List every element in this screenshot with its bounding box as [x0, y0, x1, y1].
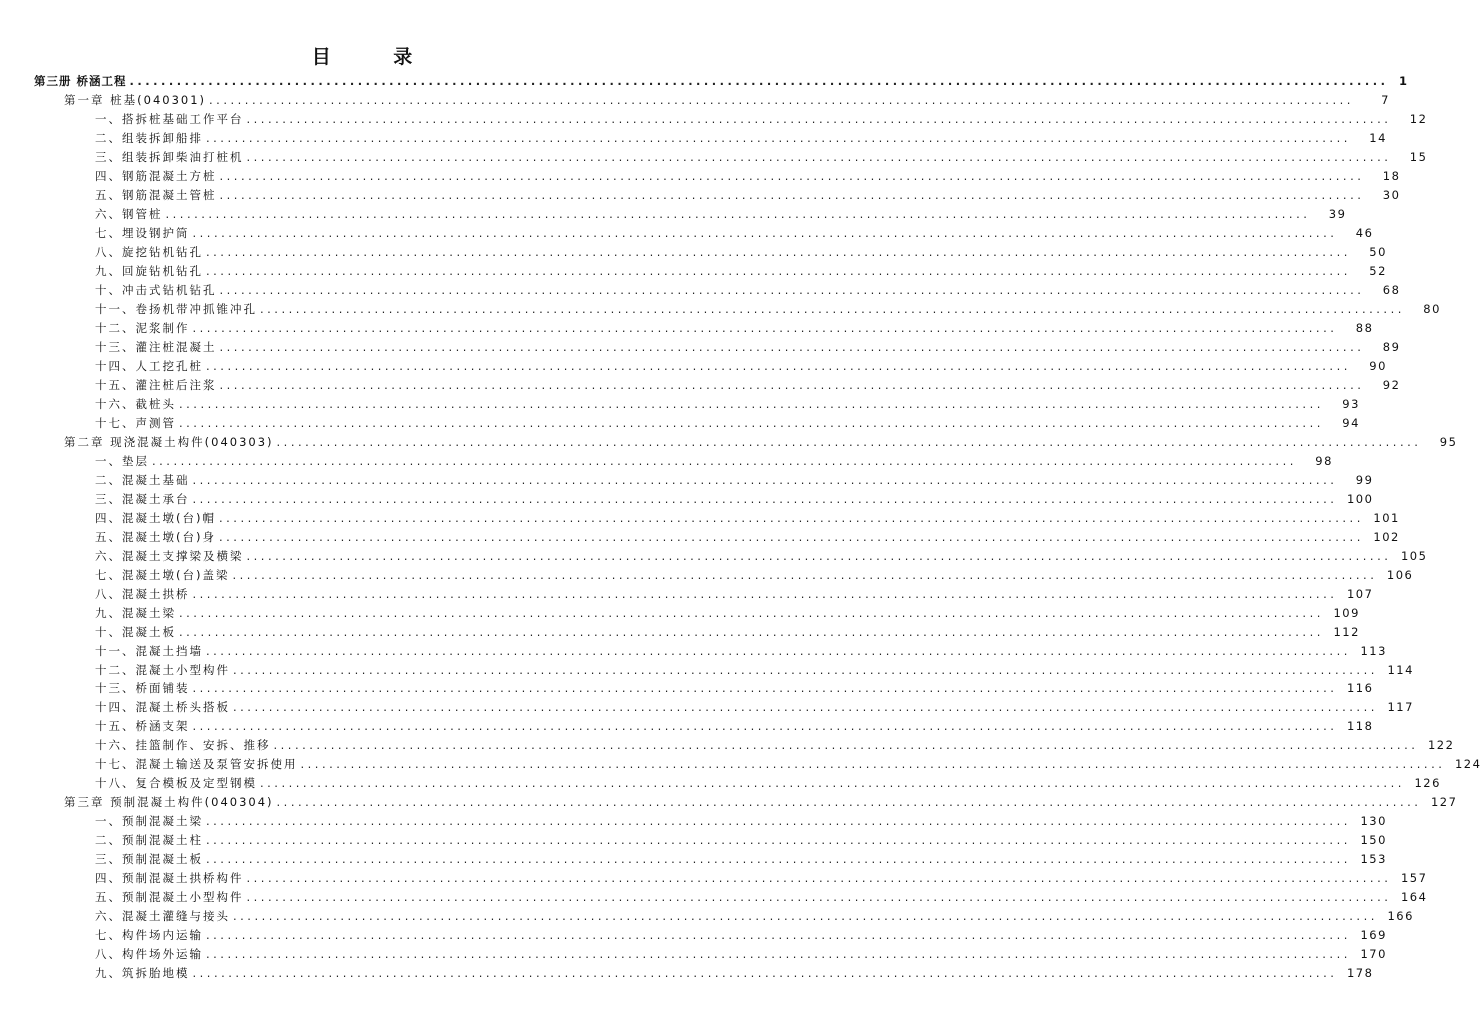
toc-entry[interactable]: [0, 717, 1374, 736]
dot-leader: ................................................................................................................................................................: [219, 377, 1365, 392]
dot-leader: ................................................................................................................................................................: [192, 491, 1338, 506]
toc-entry-label: 九、混凝土梁: [95, 605, 176, 620]
toc-entry[interactable]: [0, 945, 1387, 964]
toc-entry-label: 八、构件场外运输: [95, 947, 203, 962]
toc-entry[interactable]: [0, 793, 1458, 812]
toc-entry-label: 五、预制混凝土小型构件: [95, 890, 244, 905]
table-of-contents: [0, 72, 1481, 983]
dot-leader: ................................................................................................................................................................: [219, 169, 1365, 184]
toc-entry[interactable]: [0, 224, 1374, 243]
toc-entry[interactable]: [0, 603, 1360, 622]
dot-leader: ................................................................................................................................................................: [192, 586, 1338, 601]
toc-entry-page-number: 50: [1369, 245, 1387, 260]
dot-leader: ................................................................................................................................................................: [233, 662, 1378, 677]
dot-leader: ................................................................................................................................................................: [300, 757, 1446, 772]
toc-entry-page-number: 89: [1382, 340, 1401, 355]
dot-leader: ................................................................................................................................................................: [192, 321, 1338, 336]
toc-entry-label: 十四、人工挖孔桩: [95, 359, 203, 374]
toc-entry[interactable]: [0, 432, 1458, 451]
dot-leader: ................................................................................................................................................................: [206, 245, 1351, 260]
toc-entry[interactable]: [0, 736, 1455, 755]
dot-leader: ................................................................................................................................................................: [206, 264, 1351, 279]
toc-entry-label: 六、混凝土灌缝与接头: [95, 909, 230, 924]
toc-entry[interactable]: [0, 565, 1414, 584]
toc-entry-page-number: 39: [1328, 207, 1347, 222]
toc-entry[interactable]: [0, 148, 1428, 167]
dot-leader: ................................................................................................................................................................: [165, 207, 1311, 222]
toc-entry-page-number: 93: [1342, 396, 1360, 411]
dot-leader: ................................................................................................................................................................: [219, 188, 1365, 203]
toc-entry-page-number: 88: [1355, 321, 1374, 336]
toc-entry[interactable]: [0, 167, 1401, 186]
toc-entry-page-number: 105: [1400, 548, 1428, 563]
toc-entry[interactable]: [0, 186, 1401, 205]
toc-entry[interactable]: [0, 622, 1360, 641]
toc-entry-page-number: 178: [1346, 966, 1374, 981]
toc-entry-label: 十六、截桩头: [95, 396, 176, 411]
toc-entry-page-number: 18: [1382, 169, 1401, 184]
dot-leader: ................................................................................................................................................................: [209, 93, 1354, 108]
toc-entry-page-number: 114: [1387, 662, 1414, 677]
toc-entry-label: 八、混凝土拱桥: [95, 586, 190, 601]
dot-leader: ................................................................................................................................................................: [246, 150, 1392, 165]
toc-entry-label: 十八、复合模板及定型钢模: [95, 776, 257, 791]
toc-entry-page-number: 99: [1355, 472, 1374, 487]
toc-entry-page-number: 98: [1315, 453, 1333, 468]
toc-entry-label: 十五、灌注桩后注浆: [95, 377, 217, 392]
toc-entry-page-number: 100: [1346, 491, 1374, 506]
toc-entry[interactable]: [0, 338, 1401, 357]
toc-entry[interactable]: [0, 850, 1387, 869]
toc-entry-label: 五、钢筋混凝土管桩: [95, 188, 217, 203]
toc-entry-label: 四、钢筋混凝土方桩: [95, 169, 217, 184]
dot-leader: ................................................................................................................................................................: [192, 719, 1338, 734]
toc-entry-page-number: 127: [1430, 795, 1458, 810]
toc-entry-page-number: 80: [1423, 302, 1441, 317]
toc-entry[interactable]: [0, 281, 1401, 300]
toc-entry[interactable]: [0, 641, 1387, 660]
toc-entry-page-number: 164: [1400, 890, 1428, 905]
toc-entry-page-number: 126: [1414, 776, 1441, 791]
dot-leader: ................................................................................................................................................................: [206, 852, 1351, 867]
toc-entry-page-number: 7: [1381, 93, 1390, 108]
toc-entry-label: 第三册 桥涵工程: [34, 74, 127, 89]
dot-leader: ................................................................................................................................................................: [152, 453, 1297, 468]
toc-entry-label: 十三、桥面铺装: [95, 681, 190, 696]
toc-entry[interactable]: [0, 451, 1333, 470]
dot-leader: ................................................................................................................................................................: [232, 567, 1378, 582]
toc-entry-label: 六、钢管桩: [95, 207, 163, 222]
toc-entry-page-number: 130: [1360, 814, 1387, 829]
toc-entry[interactable]: [0, 319, 1374, 338]
dot-leader: ................................................................................................................................................................: [206, 131, 1351, 146]
toc-entry[interactable]: [0, 394, 1360, 413]
toc-entry[interactable]: [0, 964, 1374, 983]
dot-leader: ................................................................................................................................................................: [260, 302, 1405, 317]
toc-entry-page-number: 102: [1373, 529, 1400, 544]
dot-leader: ................................................................................................................................................................: [192, 472, 1338, 487]
toc-entry-label: 十二、泥浆制作: [95, 321, 190, 336]
toc-entry-label: 十、冲击式钻机钻孔: [95, 283, 217, 298]
toc-entry-page-number: 113: [1360, 643, 1387, 658]
toc-entry-page-number: 124: [1454, 757, 1481, 772]
dot-leader: ................................................................................................................................................................: [219, 340, 1365, 355]
toc-entry-label: 五、混凝土墩(台)身: [95, 529, 216, 544]
dot-leader: ................................................................................................................................................................: [179, 605, 1324, 620]
dot-leader: ................................................................................................................................................................: [179, 396, 1324, 411]
toc-entry[interactable]: [0, 72, 1409, 91]
toc-entry[interactable]: [0, 831, 1387, 850]
toc-entry[interactable]: [0, 698, 1414, 717]
toc-entry[interactable]: [0, 376, 1401, 395]
dot-leader: ................................................................................................................................................................: [206, 928, 1351, 943]
toc-entry-page-number: 46: [1355, 226, 1374, 241]
toc-entry-label: 第二章 现浇混凝土构件(040303): [64, 434, 274, 449]
dot-leader: ................................................................................................................................................................: [233, 909, 1378, 924]
toc-entry[interactable]: [0, 888, 1428, 907]
toc-entry-page-number: 52: [1369, 264, 1387, 279]
toc-entry-page-number: 117: [1387, 700, 1414, 715]
toc-entry-page-number: 153: [1360, 852, 1387, 867]
dot-leader: ................................................................................................................................................................: [179, 624, 1324, 639]
toc-entry[interactable]: [0, 679, 1374, 698]
toc-entry-label: 十、混凝土板: [95, 624, 176, 639]
toc-entry-page-number: 1: [1398, 74, 1409, 89]
toc-entry[interactable]: [0, 205, 1347, 224]
toc-entry[interactable]: [0, 926, 1387, 945]
toc-entry-label: 十三、灌注桩混凝土: [95, 340, 217, 355]
dot-leader: ................................................................................................................................................................: [276, 795, 1422, 810]
toc-entry-label: 三、预制混凝土板: [95, 852, 203, 867]
dot-leader: ................................................................................................................................................................: [179, 415, 1324, 430]
toc-entry-label: 十六、挂篮制作、安拆、推移: [95, 738, 271, 753]
toc-entry-label: 二、组装拆卸船排: [95, 131, 203, 146]
toc-entry-page-number: 122: [1427, 738, 1455, 753]
dot-leader: ................................................................................................................................................................: [273, 738, 1419, 753]
toc-entry-page-number: 112: [1333, 624, 1360, 639]
dot-leader: ................................................................................................................................................................: [246, 112, 1392, 127]
toc-entry-label: 十七、声测管: [95, 415, 176, 430]
toc-entry[interactable]: [0, 869, 1428, 888]
toc-entry-label: 第三章 预制混凝土构件(040304): [64, 795, 274, 810]
dot-leader: ................................................................................................................................................................: [246, 548, 1392, 563]
dot-leader: ................................................................................................................................................................: [192, 226, 1338, 241]
toc-entry[interactable]: [0, 129, 1387, 148]
toc-entry[interactable]: [0, 243, 1387, 262]
toc-entry-label: 十一、卷扬机带冲抓锥冲孔: [95, 302, 257, 317]
toc-entry-page-number: 106: [1386, 567, 1414, 582]
toc-entry-page-number: 94: [1342, 415, 1360, 430]
toc-entry-page-number: 118: [1346, 719, 1374, 734]
toc-entry-page-number: 92: [1382, 377, 1401, 392]
toc-entry-label: 十七、混凝土输送及泵管安拆使用: [95, 757, 298, 772]
toc-entry-label: 十四、混凝土桥头搭板: [95, 700, 230, 715]
dot-leader: ................................................................................................................................................................: [206, 833, 1351, 848]
toc-entry[interactable]: [0, 774, 1441, 793]
toc-entry[interactable]: [0, 546, 1428, 565]
toc-entry-label: 一、搭拆桩基础工作平台: [95, 112, 244, 127]
toc-entry-page-number: 157: [1400, 871, 1428, 886]
toc-entry-page-number: 109: [1333, 605, 1360, 620]
toc-entry[interactable]: [0, 755, 1481, 774]
toc-entry[interactable]: [0, 812, 1387, 831]
toc-entry-label: 十一、混凝土挡墙: [95, 643, 203, 658]
toc-entry-label: 第一章 桩基(040301): [64, 93, 207, 108]
toc-entry-label: 四、预制混凝土拱桥构件: [95, 871, 244, 886]
toc-entry-page-number: 166: [1387, 909, 1414, 924]
toc-entry-label: 一、垫层: [95, 453, 149, 468]
toc-entry[interactable]: [0, 91, 1390, 110]
toc-entry-page-number: 15: [1409, 150, 1428, 165]
toc-entry-page-number: 150: [1360, 833, 1387, 848]
dot-leader: ................................................................................................................................................................: [246, 871, 1392, 886]
toc-entry-label: 三、混凝土承台: [95, 491, 190, 506]
toc-entry[interactable]: [0, 660, 1414, 679]
toc-entry-label: 二、混凝土基础: [95, 472, 190, 487]
toc-entry-label: 十二、混凝土小型构件: [95, 662, 230, 677]
toc-entry-page-number: 101: [1373, 510, 1400, 525]
toc-entry-page-number: 14: [1369, 131, 1387, 146]
toc-entry[interactable]: [0, 907, 1414, 926]
toc-entry-page-number: 30: [1382, 188, 1401, 203]
toc-entry-page-number: 170: [1360, 947, 1387, 962]
dot-leader: ................................................................................................................................................................: [233, 700, 1378, 715]
dot-leader: ................................................................................................................................................................: [206, 947, 1351, 962]
toc-entry[interactable]: [0, 110, 1428, 129]
toc-entry-label: 二、预制混凝土柱: [95, 833, 203, 848]
toc-entry-label: 七、构件场内运输: [95, 928, 203, 943]
toc-entry[interactable]: [0, 300, 1441, 319]
dot-leader: ................................................................................................................................................................: [206, 814, 1351, 829]
toc-entry[interactable]: [0, 470, 1374, 489]
dot-leader: ................................................................................................................................................................: [219, 283, 1365, 298]
dot-leader: ................................................................................................................................................................: [276, 434, 1422, 449]
toc-entry[interactable]: [0, 413, 1360, 432]
toc-entry[interactable]: [0, 508, 1400, 527]
toc-entry-page-number: 90: [1369, 359, 1387, 374]
toc-entry-label: 三、组装拆卸柴油打桩机: [95, 150, 244, 165]
dot-leader: ................................................................................................................................................................: [192, 681, 1338, 696]
toc-entry-label: 一、预制混凝土梁: [95, 814, 203, 829]
toc-entry-page-number: 68: [1382, 283, 1401, 298]
dot-leader: ................................................................................................................................................................: [260, 776, 1405, 791]
dot-leader: ................................................................................................................................................................: [218, 510, 1364, 525]
dot-leader: ................................................................................................................................................................: [129, 74, 1389, 89]
toc-entry[interactable]: [0, 584, 1374, 603]
dot-leader: ................................................................................................................................................................: [192, 966, 1338, 981]
page-title: 目 录: [311, 46, 441, 68]
toc-entry-label: 七、埋设钢护筒: [95, 226, 190, 241]
toc-entry-label: 四、混凝土墩(台)帽: [95, 510, 216, 525]
toc-entry-label: 十五、桥涵支架: [95, 719, 190, 734]
toc-entry-page-number: 95: [1439, 434, 1458, 449]
toc-entry[interactable]: [0, 527, 1400, 546]
toc-entry-label: 六、混凝土支撑梁及横梁: [95, 548, 244, 563]
toc-entry[interactable]: [0, 262, 1387, 281]
toc-entry-page-number: 116: [1346, 681, 1374, 696]
dot-leader: ................................................................................................................................................................: [246, 890, 1392, 905]
dot-leader: ................................................................................................................................................................: [206, 643, 1351, 658]
toc-entry[interactable]: [0, 357, 1387, 376]
toc-entry-label: 七、混凝土墩(台)盖梁: [95, 567, 230, 582]
dot-leader: ................................................................................................................................................................: [218, 529, 1364, 544]
dot-leader: ................................................................................................................................................................: [206, 359, 1351, 374]
toc-entry[interactable]: [0, 489, 1374, 508]
toc-entry-page-number: 12: [1409, 112, 1428, 127]
toc-entry-label: 九、筑拆胎地模: [95, 966, 190, 981]
toc-entry-page-number: 107: [1346, 586, 1374, 601]
toc-entry-page-number: 169: [1360, 928, 1387, 943]
toc-entry-label: 九、回旋钻机钻孔: [95, 264, 203, 279]
toc-entry-label: 八、旋挖钻机钻孔: [95, 245, 203, 260]
